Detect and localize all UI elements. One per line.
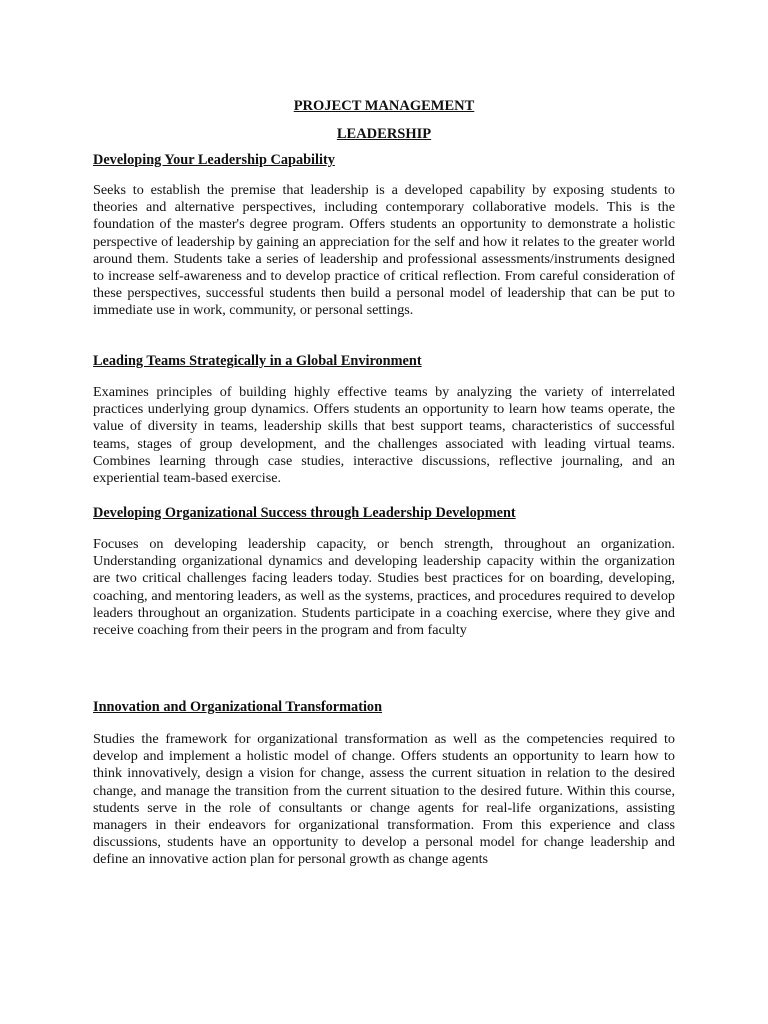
- section-body-organizational-success: Focuses on developing leadership capacity, or bench strength, throughout an organization. Understanding organizational dynamics and developing leadership capacity within the organization are two critical challenges facing leaders today. Studies best practices for on boarding, developing, coaching, and mentoring leaders, as well as the systems, practices, and procedures required to develop leaders throughout an organization. Students participate in a coaching exercise, where they give and receive coaching from their peers in the program and from faculty: [93, 536, 675, 639]
- section-heading-leading-teams: Leading Teams Strategically in a Global Environment: [93, 353, 422, 369]
- section-heading-innovation-transformation: Innovation and Organizational Transformation: [93, 699, 383, 715]
- section-heading-leadership-capability: Developing Your Leadership Capability: [93, 152, 335, 168]
- section-heading-organizational-success: Developing Organizational Success through Leadership Development: [93, 505, 516, 521]
- document-subtitle: LEADERSHIP: [336, 126, 432, 142]
- section-body-leadership-capability: Seeks to establish the premise that leadership is a developed capability by exposing students to theories and alternative perspectives, including contemporary collaborative models. This is the foundation of the master's degree program. Offers students an opportunity to demonstrate a holistic perspective of leadership by gaining an appreciation for the self and how it relates to the greater world around them. Students take a series of leadership and professional assessments/instruments designed to increase self-awareness and to develop practice of critical reflection. From careful consideration of these perspectives, successful students then build a personal model of leadership that can be put to immediate use in work, community, or personal settings.: [93, 182, 675, 319]
- section-body-leading-teams: Examines principles of building highly effective teams by analyzing the variety of interrelated practices underlying group dynamics. Offers students an opportunity to learn how teams operate, the value of diversity in teams, leadership skills that best support teams, characteristics of successful teams, stages of group development, and the challenges associated with leading virtual teams. Combines learning through case studies, interactive discussions, reflective journaling, and an experiential team-based exercise.: [93, 384, 675, 487]
- document-title: PROJECT MANAGEMENT: [293, 98, 475, 114]
- section-body-innovation-transformation: Studies the framework for organizational transformation as well as the competencies required to develop and implement a holistic model of change. Offers students an opportunity to learn how to think innovatively, design a vision for change, assess the current situation in relation to the desired change, and manage the transition from the current situation to the desired future. Within this course, students serve in the role of consultants or change agents for real-life organizations, assisting managers in their endeavors for organizational transformation. From this experience and class discussions, students have an opportunity to develop a personal model for change leadership and define an innovative action plan for personal growth as change agents: [93, 731, 675, 868]
